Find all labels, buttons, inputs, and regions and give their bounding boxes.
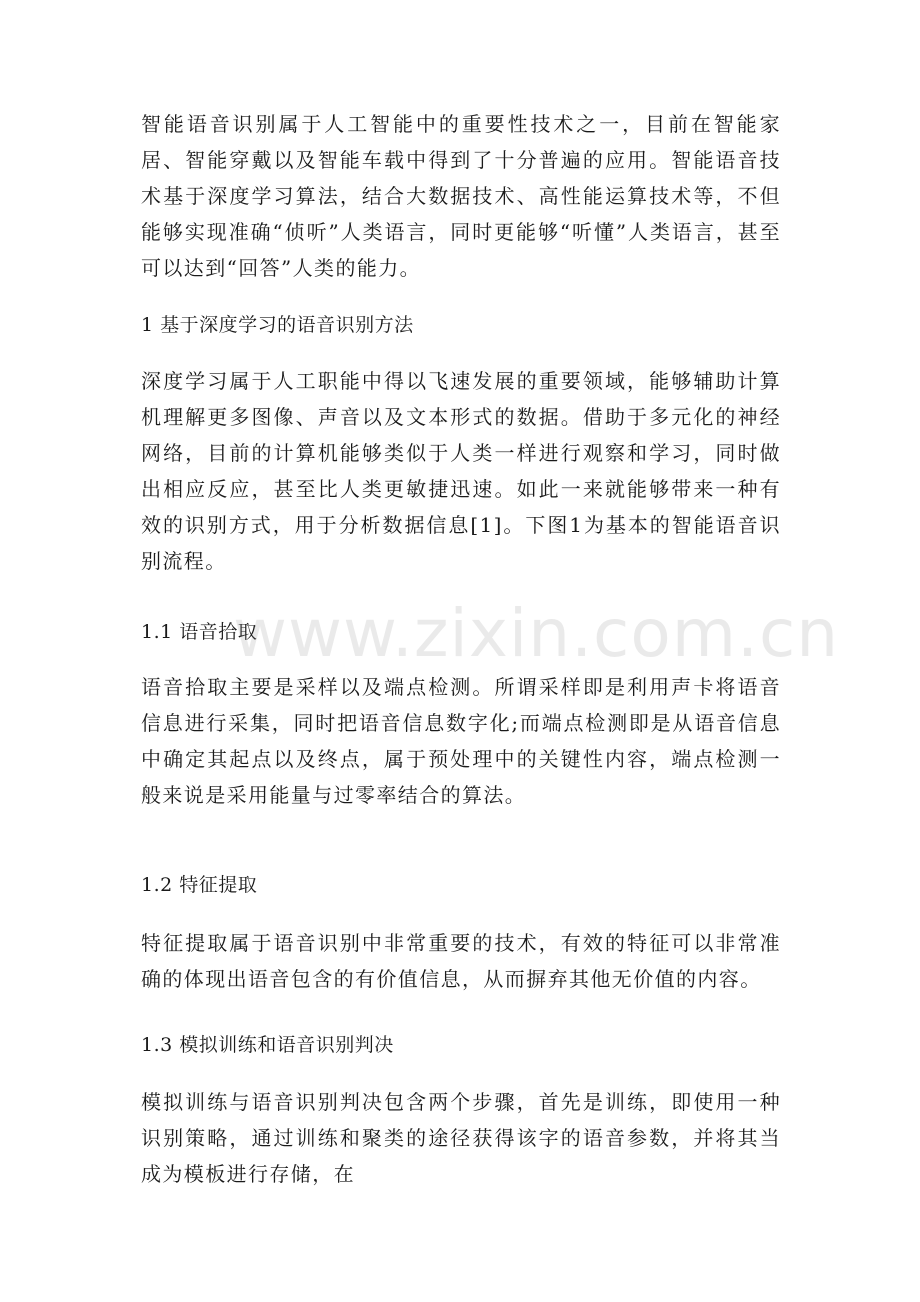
watermark: www.zixin.com.cn <box>233 595 840 672</box>
section-1-2-paragraph: 特征提取属于语音识别中非常重要的技术，有效的特征可以非常准确的体现出语音包含的有价值信息，从而摒弃其他无价值的内容。 <box>141 931 781 991</box>
section-heading-1-2: 1.2 特征提取 <box>141 874 258 896</box>
section-1-paragraph: 深度学习属于人工职能中得以飞速发展的重要领域，能够辅助计算机理解更多图像、声音以及文本形式的数据。借助于多元化的神经网络，目前的计算机能够类似于人类一样进行观察和学习，同时做出相应反应，甚至比人类更敏捷迅速。如此一来就能够带来一种有效的识别方式，用于分析数据信息[1]。下图1为基本的智能语音识别流程。 <box>141 369 781 573</box>
section-1-1-paragraph: 语音拾取主要是采样以及端点检测。所谓采样即是利用声卡将语音信息进行采集，同时把语音信息数字化;而端点检测即是从语音信息中确定其起点以及终点，属于预处理中的关键性内容，端点检测一般来说是采用能量与过零率结合的算法。 <box>141 675 781 807</box>
intro-paragraph: 智能语音识别属于人工智能中的重要性技术之一，目前在智能家居、智能穿戴以及智能车载中得到了十分普遍的应用。智能语音技术基于深度学习算法，结合大数据技术、高性能运算技术等，不但能够实现准确“侦听”人类语言，同时更能够“听懂”人类语言，甚至可以达到“回答”人类的能力。 <box>141 112 781 280</box>
section-1-3-paragraph: 模拟训练与语音识别判决包含两个步骤，首先是训练，即使用一种识别策略，通过训练和聚类的途径获得该字的语音参数，并将其当成为模板进行存储，在 <box>141 1090 781 1186</box>
section-heading-1: 1 基于深度学习的语音识别方法 <box>141 314 414 336</box>
section-heading-1-3: 1.3 模拟训练和语音识别判决 <box>141 1034 394 1056</box>
section-heading-1-1: 1.1 语音拾取 <box>141 621 258 643</box>
